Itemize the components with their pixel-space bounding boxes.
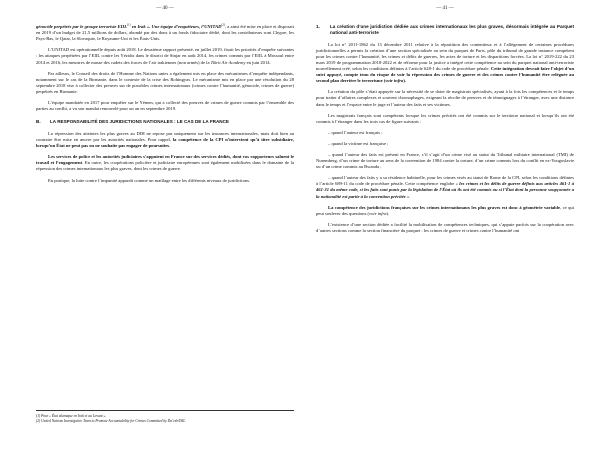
page-number-left: — 40 — <box>156 6 174 11</box>
paragraph-services-police: Les services de police et les autorités judiciaires s’appuient en France sur des services dédiés, dont vos rapporteurs saluent le travail et l’engagement. En outre, les coopérations policière et judiciaire européennes sont également mobilisées dans le domaine de la répression des crimes internationaux les plus graves, dont les crimes de guerre. <box>36 154 294 172</box>
footnote-1: (1) Pour « État islamique en Irak et au Levant ». <box>36 414 107 418</box>
paragraph-birmanie: Par ailleurs, le Conseil des droits de l’Homme des Nations unies a également mis en place des mécanismes d’enquête indépendants, notamment sur le cas de la Birmanie, dans le contexte de la crise des Rohingyas. Le mécanisme mis en place par une résolution du 28 septembre 2018 vise à collecter des preuves sur de possibles crimes internationaux (crimes contre l’humanité, génocide, crimes de guerre) perpétrés en Birmanie. <box>36 70 294 94</box>
paragraph-unitad-intro: génocide perpétrés par le groupe terroriste EIIL$^{(1)}$ en Irak ». Une équipe d’enquêteurs, l’UNITAD$^{(2)}$, a ainsi été mise en place et disposait en 2019 d’un budget de 21,5 millions de dollars, abondé par des dons à un fonds fiduciaire dédié, dont les contributeurs sont Chypre, les Pays-Bas, le Qatar, la Slovaquie, le Royaume-Uni et les États-Unis. <box>36 22 294 42</box>
list-item-auteur-present: – quand l’auteur des faits est présent en France, s’il s’agit d’un crime visé au statut du Tribunal militaire international (TMI) de Nuremberg, d’un crime de torture au sens de la convention de 1984 contre la torture, d’un crime commis lors du conflit en ex-Yougoslavie ou d’un crime commis au Rwanda ; <box>316 152 574 170</box>
paragraph-repression: La répression des atteintes les plus graves au DIH ne repose pas uniquement sur les instances internationales, mais doit bien au contraire être mise en œuvre par les autorités nationales. Pour rappel, la compétence de la CPI n’intervient qu’à titre subsidiaire, lorsqu’un État ne peut pas ou ne souhaite pas engager de poursuites. <box>36 131 294 149</box>
list-item-victime-francaise: – quand la victime est française ; <box>328 140 389 146</box>
paragraph-yemen: L’équipe mandatée en 2017 pour enquêter sur le Yémen, qui a collecté des preuves de crimes de guerre commis par l’ensemble des parties au conflit, a vu son mandat renouvelé pour un an en septembre 2019. <box>36 100 294 112</box>
footnote-2: (2) United Nations Investigative Team to Promote Accountability for Crimes Committed by Da’esh/ISIL. <box>36 418 187 423</box>
list-item-auteur-francais: – quand l’auteur est français ; <box>328 129 383 135</box>
paragraph-section-dediee: L’existence d’une section dédiée a facilité la mobilisation de compétences techniques, qui s’appuie parfois sur la coopération avec d’autres sections comme la section financière du parquet : les crimes de guerre et crimes contre l’humanité ont <box>316 221 574 233</box>
page-number-right: — 41 — <box>436 6 454 11</box>
section-heading-b: B. LA RESPONSABILITÉ DES JURIDICTIONS NATIONALES : LE CAS DE LA FRANCE <box>36 119 229 125</box>
section-heading-1: 1. La création d’une juridiction dédiée aux crimes internationaux les plus graves, désormais intégrée au Parquet national anti-terroriste <box>316 24 574 35</box>
page-left <box>36 6 294 444</box>
list-item-residence-habituelle: – quand l’auteur des faits y a sa résidence habituelle, pour les crimes visés au statut de Rome de la CPI, selon les conditions définies à l’article 689-11 du code de procédure pénale. Cette compétence englobe « les crimes et les délits de guerre définis aux articles 461-1 à 461-31 du même code, si les faits sont punis par la législation de l’État où ils ont été commis ou si l’État dont la personne soupçonnée a la nationalité est partie à la convention précitée ». <box>316 175 574 199</box>
paragraph-geometrie-variable: La compétence des juridictions françaises sur les crimes internationaux les plus graves est donc à géométrie variable, ce qui peut soulever des questions (voir infra). <box>316 204 574 216</box>
paragraph-loi-2011: La loi n° 2011-1862 du 13 décembre 2011 relative à la répartition des contentieux et à l’allègement de certaines procédures juridictionnelles a permis la création d’une section spécialisée au sein du parquet de Paris, pôle du tribunal de grande instance compétent pour les crimes contre l’humanité, les crimes et délits de guerres, les actes de torture et les disparitions forcées. La loi n° 2019-222 du 23 mars 2019 de programmation 2018-2022 et de réforme pour la justice a intégré cette compétence au sein du parquet national anti-terroriste nouvellement créé, selon les conditions définies à l’article 628-1 du code de procédure pénale. Cette intégration devrait faire l’objet d’un suivi appuyé, compte tenu du risque de voir la répression des crimes de guerre et des crimes contre l’humanité être reléguée au second plan derrière le terrorisme (voir infra). <box>316 41 574 84</box>
footnotes <box>36 410 294 423</box>
paragraph-maillage: En pratique, la lutte contre l’impunité apparaît comme un maillage entre les différents niveaux de juridictions. <box>48 177 251 183</box>
page-right <box>316 6 574 444</box>
paragraph-competence: Les magistrats français sont compétents lorsque les crimes précités ont été commis sur le territoire national et lorsqu’ils ont été commis à l’étranger dans les trois cas de figure suivants : <box>316 112 574 124</box>
paragraph-creation-pole: La création du pôle s’était appuyée sur la nécessité de se doter de magistrats spécialisés, ayant à la fois les compétences et le temps pour traiter d’affaires complexes et souvent chronophages, exigeant la récolte de preuves et de témoignages à l’étranger, avec une distance dans le temps et l’espace entre le juge et l’auteur des faits et ses victimes. <box>316 89 574 107</box>
paragraph-unitad-priorities: L’UNITAD est opérationnelle depuis août 2018. Le deuxième rapport présenté, en juillet 2019, fixait les priorités d’enquête suivantes : les attaques perpétrées par l’EIIL contre les Yézidis dans le district de Sinjar en août 2014, les crimes commis par l’EIIL à Mossoul entre 2014 et 2016, les meurtres de masse des cadets des forces de l’air irakiennes (non armés) de la Tikrit Air Academy en juin 2014. <box>36 47 294 65</box>
